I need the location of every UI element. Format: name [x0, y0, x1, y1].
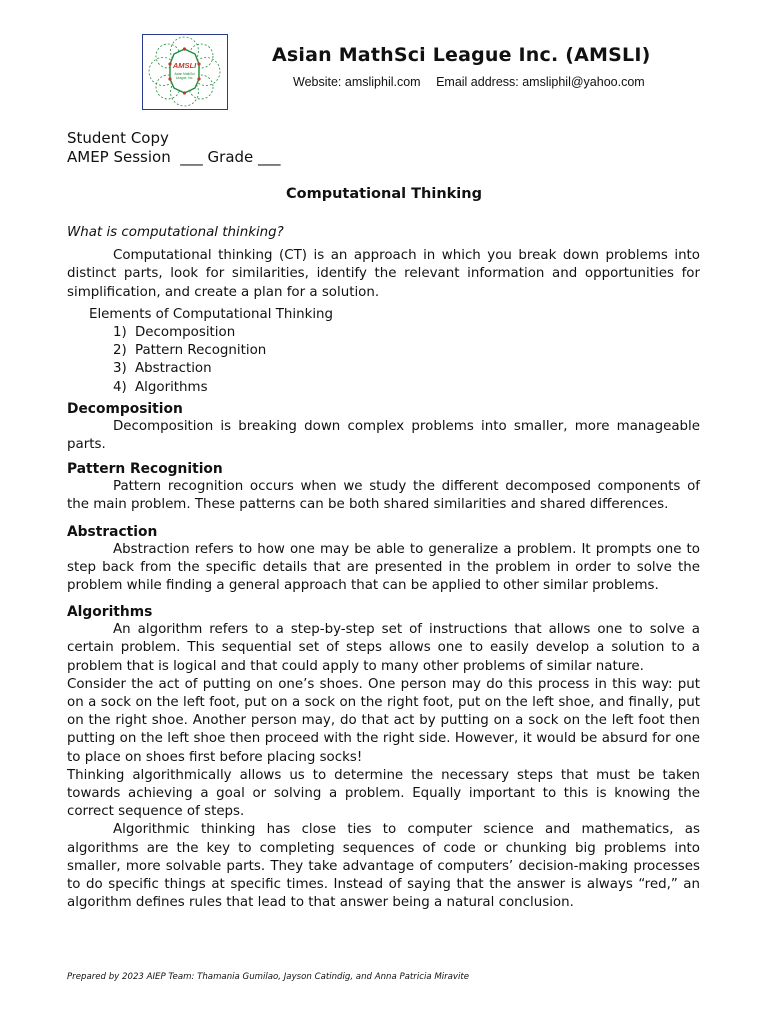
section-heading-abstraction: Abstraction: [67, 523, 158, 540]
list-item: 2) Pattern Recognition: [113, 343, 267, 359]
elements-heading: Elements of Computational Thinking: [89, 306, 334, 322]
student-copy-block: [67, 129, 281, 167]
intro-question: What is computational thinking?: [67, 225, 284, 240]
svg-text:League, Inc.: League, Inc.: [175, 76, 194, 80]
section-heading-decomposition: Decomposition: [67, 400, 183, 417]
decomposition-text: Decomposition is breaking down complex problems into smaller, more manageable parts.: [67, 418, 700, 453]
abstraction-text: Abstraction refers to how one may be able to generalize a problem. It prompts one to step back from the specific details that are presented in the problem in order to solve the problem while finding a general approach that can be applied to other similar problems.: [67, 541, 700, 594]
logo-text: AMSLI: [172, 61, 197, 70]
document-title: Computational Thinking: [286, 186, 482, 202]
intro-paragraph: Computational thinking (CT) is an approach in which you break down problems into distinct parts, look for similarities, identify the relevant information and opportunities for simplification, and create a plan for a solution.: [67, 248, 700, 300]
amsli-logo-graphic: [143, 35, 226, 108]
student-copy-label: Student Copy: [67, 129, 169, 147]
document-body: [67, 224, 700, 913]
algorithms-paragraph-2: Consider the act of putting on one’s shoes. One person may do this process in this way: put on a sock on the left foot, put on a sock on the right foot, put on the left shoe, and finally, put on the right shoe. Another person may, do that act by putting on a sock on the left foot then putting on the left shoe then proceed with the right side. However, it would be absurd for one to place on shoes first before placing socks!: [67, 676, 700, 765]
email-text: Email address: amsliphil@yahoo.com: [436, 75, 645, 89]
section-heading-pattern-recognition: Pattern Recognition: [67, 461, 223, 478]
website-text: Website: amsliphil.com: [293, 75, 421, 89]
org-title: Asian MathSci League Inc. (AMSLI): [272, 44, 651, 66]
list-item: 3) Abstraction: [113, 361, 212, 377]
list-item: 1) Decomposition: [113, 325, 236, 341]
section-heading-algorithms: Algorithms: [67, 604, 153, 621]
contact-line: [293, 75, 645, 89]
pattern-recognition-text: Pattern recognition occurs when we study the different decomposed components of the main problem. These patterns can be both shared similarities and shared differences.: [67, 479, 700, 513]
algorithms-paragraph-4: Algorithmic thinking has close ties to computer science and mathematics, as algorithms are the key to completing sequences of code or chunking big problems into smaller, more solvable parts. They take advantage of computers’ decision-making processes to do specific things at specific times. Instead of saying that the answer is always “red,” an algorithm defines rules that lead to that answer being a natural conclusion.: [67, 822, 700, 911]
session-grade-line: AMEP Session ___ Grade ___: [67, 148, 281, 166]
elements-list: [67, 324, 700, 397]
amsli-logo: [142, 34, 228, 110]
footer-credits: Prepared by 2023 AIEP Team: Thamania Gumilao, Jayson Catindig, and Anna Patricia Miravite: [67, 972, 470, 982]
algorithms-paragraph-3: Thinking algorithmically allows us to determine the necessary steps that must be taken towards achieving a goal or solving a problem. Equally important to this is knowing the correct sequence of steps.: [67, 767, 700, 820]
svg-text:Asian MathSci: Asian MathSci: [174, 72, 195, 76]
algorithms-paragraph-1: An algorithm refers to a step-by-step set of instructions that allows one to solve a certain problem. This sequential set of steps allows one to easily develop a solution to a problem that is logical and that could apply to many other problems of similar nature.: [67, 622, 700, 674]
list-item: 4) Algorithms: [113, 379, 208, 395]
